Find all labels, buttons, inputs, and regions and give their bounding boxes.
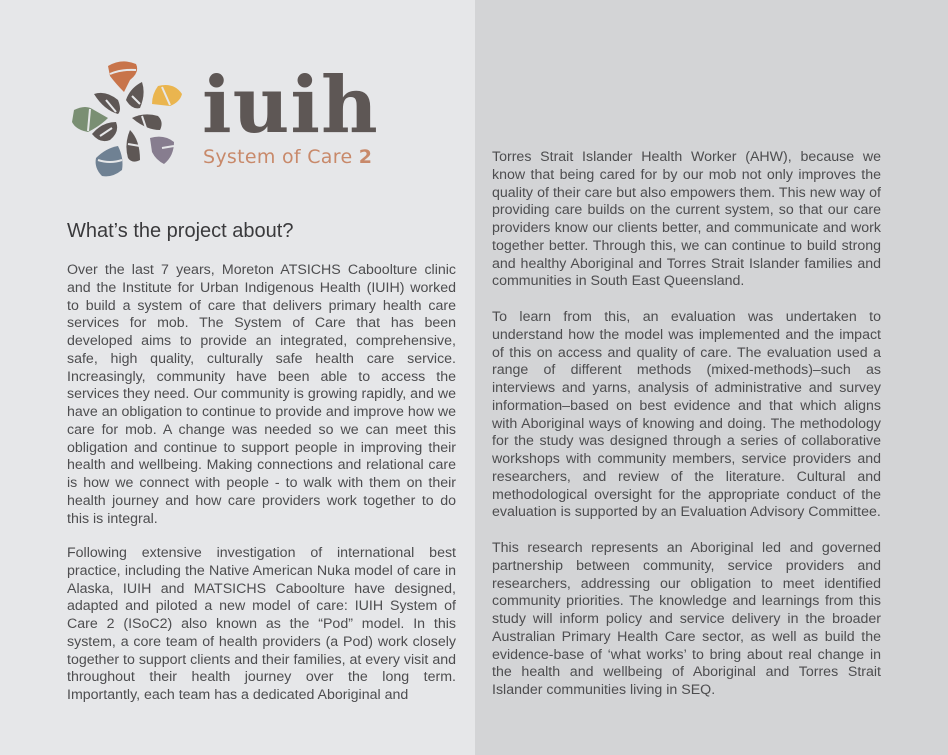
left-paragraph-1: Over the last 7 years, Moreton ATSICHS Caboolture clinic and the Institute for Urban Indigenous Health (IUIH) worked to build a system of care that delivers primary health care services for mob. The System of Care that has been developed aims to provide an integrated, comprehensive, safe, high quality, culturally safe health care service. Increasingly, community have been able to access the services they need. Our community is growing rapidly, and we have an obligation to continue to provide and improve how we care for mob. A change was needed so we can meet this obligation and continue to support people in improving their health and wellbeing. Making connections and relational care is how we connect with people - to walk with them on their health journey and how care providers work together to do this is integral.: [67, 262, 456, 527]
logo-subtitle-text: System of Care: [203, 146, 353, 168]
logo-wordmark: iuih: [202, 60, 379, 151]
logo-subtitle-number: 2: [358, 146, 373, 168]
right-paragraph-2: To learn from this, an evaluation was undertaken to understand how the model was implemented and the impact of this on access and quality of care. The evaluation used a range of different methods (mixed-methods)–such as interviews and yarns, analysis of administrative and survey information–based on best evidence and that which aligns with Aboriginal ways of knowing and doing. The methodology for the study was designed through a series of collaborative workshops with community members, service providers and researchers, and review of the literature. Cultural and methodological oversight for the appropriate conduct of the evaluation is supported by an Evaluation Advisory Committee.: [492, 309, 881, 521]
logo-subtitle: [203, 146, 372, 168]
section-heading: What’s the project about?: [67, 220, 294, 242]
left-paragraph-2: Following extensive investigation of international best practice, including the Native American Nuka model of care in Alaska, IUIH and MATSICHS Caboolture have designed, adapted and piloted a new model of care: IUIH System of Care 2 (ISoC2) also known as the “Pod” model. In this system, a core team of health providers (a Pod) work closely together to support clients and their families, at every visit and throughout their health journey over the long term. Importantly, each team has a dedicated Aboriginal and: [67, 545, 456, 703]
right-paragraph-3: This research represents an Aboriginal led and governed partnership between community, service providers and researchers, addressing our obligation to meet identified community priorities. The knowledge and learnings from this study will inform policy and service delivery in the broader Australian Primary Health Care sector, as well as build the evidence-base of ‘what works’ to bring about real change in the health and wellbeing of Aboriginal and Torres Strait Islander communities living in SEQ.: [492, 540, 881, 698]
iuih-logo: [66, 60, 386, 180]
right-paragraph-1: Torres Strait Islander Health Worker (AHW), because we know that being cared for by our mob not only improves the quality of their care but also empowers them. This new way of providing care builds on the current system, so that our care providers know our clients better, and communicate and work together better. Through this, we can continue to build strong and healthy Aboriginal and Torres Strait Islander families and communities in South East Queensland.: [492, 149, 881, 290]
flower-logo-icon: [66, 60, 188, 180]
